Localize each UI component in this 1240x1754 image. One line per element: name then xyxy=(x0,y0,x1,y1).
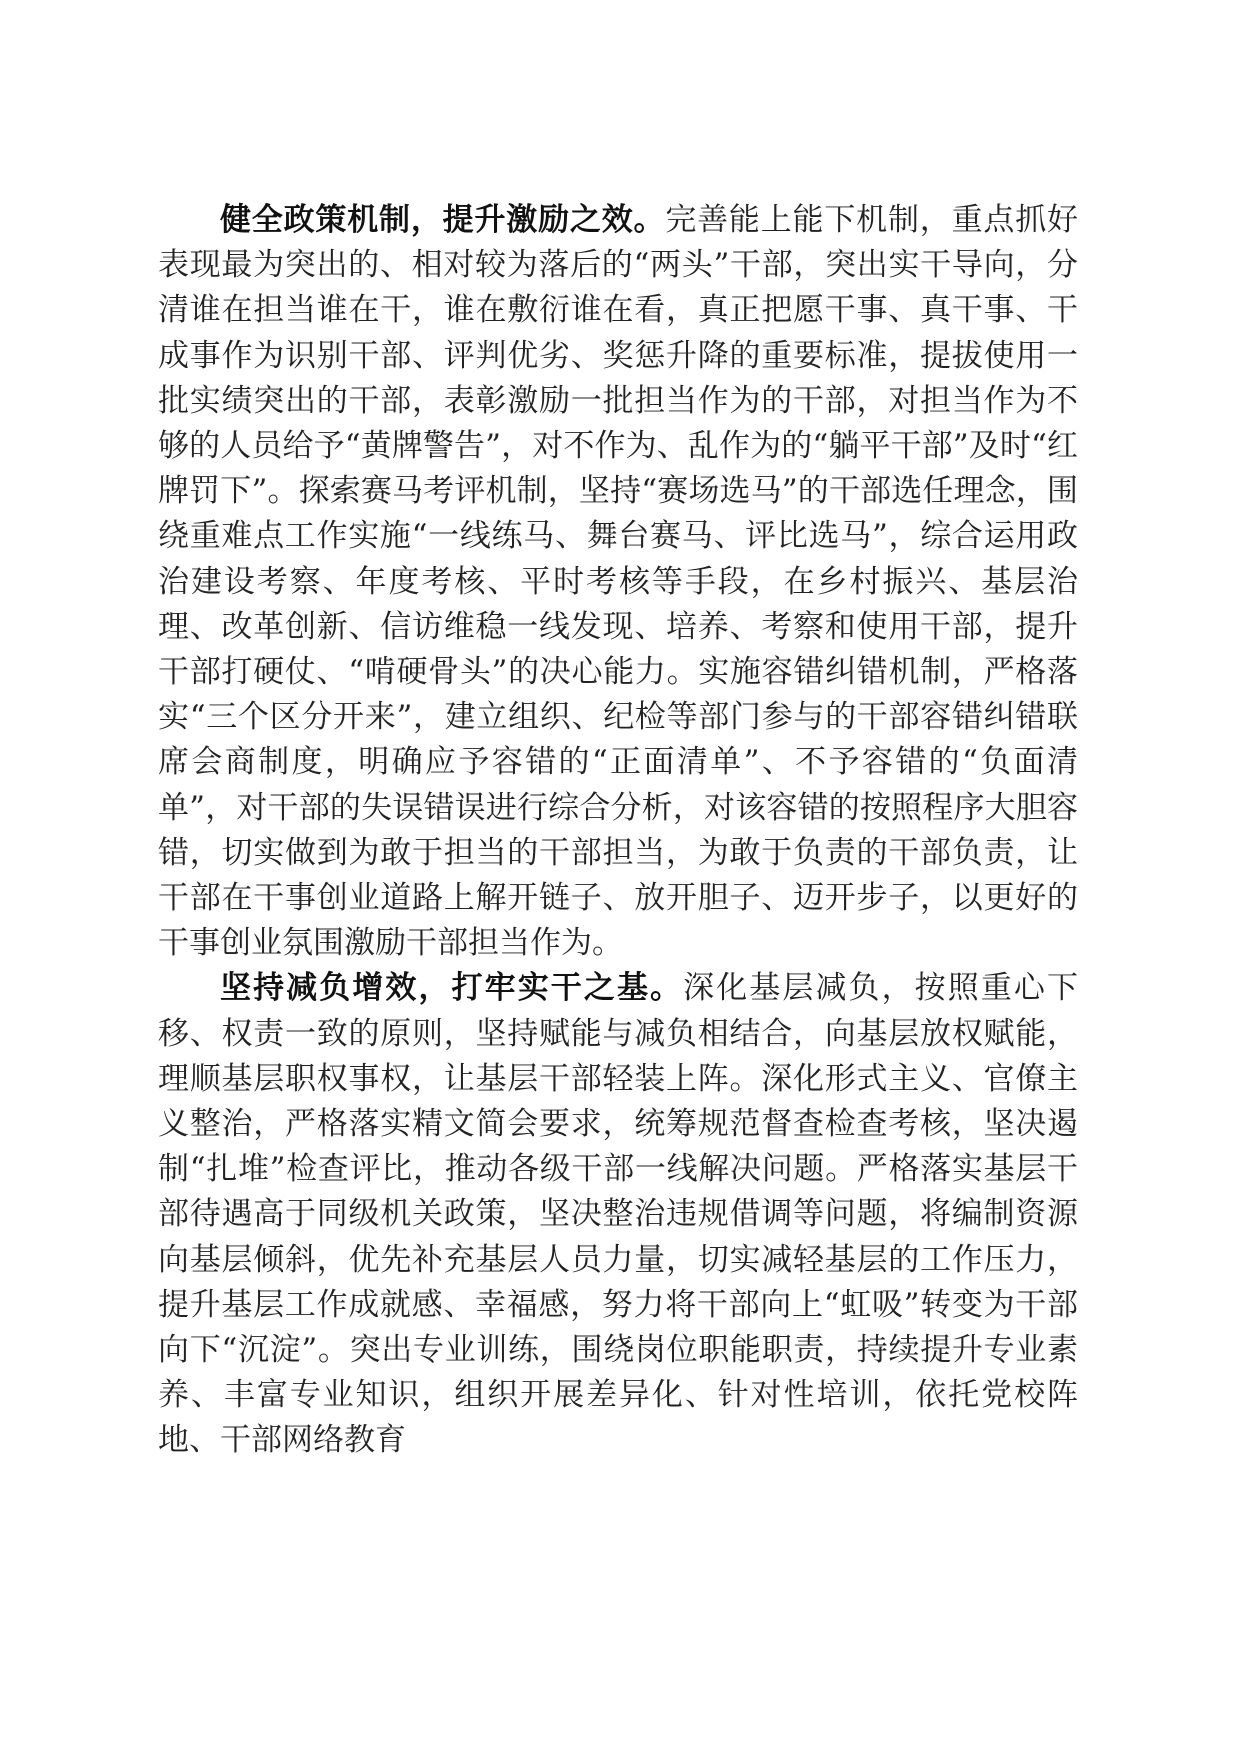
paragraph-burden-reduction xyxy=(158,966,1078,1463)
paragraph-heading: 健全政策机制，提升激励之效。 xyxy=(220,202,666,238)
paragraph-body: 深化基层减负，按照重心下移、权责一致的原则，坚持赋能与减负相结合，向基层放权赋能，理顺基层职权事权，让基层干部轻装上阵。深化形式主义、官僚主义整治，严格落实精文简会要求，统筹规范督查检查考核，坚决遏制“扎堆”检查评比，推动各级干部一线解决问题。严格落实基层干部待遇高于同级机关政策，坚决整治违规借调等问题，将编制资源向基层倾斜，优先补充基层人员力量，切实减轻基层的工作压力，提升基层工作成就感、幸福感，努力将干部向上“虹吸”转变为干部向下“沉淀”。突出专业训练，围绕岗位职能职责，持续提升专业素养、丰富专业知识，组织开展差异化、针对性培训，依托党校阵地、干部网络教育 xyxy=(158,970,1079,1459)
paragraph-incentive-mechanism xyxy=(158,198,1078,966)
paragraph-heading: 坚持减负增效，打牢实干之基。 xyxy=(220,970,684,1007)
paragraph-body: 完善能上能下机制，重点抓好表现最为突出的、相对较为落后的“两头”干部，突出实干导向，分清谁在担当谁在干，谁在敷衍谁在看，真正把愿干事、真干事、干成事作为识别干部、评判优劣、奖惩升降的重要标准，提拔使用一批实绩突出的干部，表彰激励一批担当作为的干部，对担当作为不够的人员给予“黄牌警告”，对不作为、乱作为的“躺平干部”及时“红牌罚下”。探索赛马考评机制，坚持“赛场选马”的干部选任理念，围绕重难点工作实施“一线练马、舞台赛马、评比选马”，综合运用政治建设考察、年度考核、平时考核等手段，在乡村振兴、基层治理、改革创新、信访维稳一线发现、培养、考察和使用干部，提升干部打硬仗、“啃硬骨头”的决心能力。实施容错纠错机制，严格落实“三个区分开来”，建立组织、纪检等部门参与的干部容错纠错联席会商制度，明确应予容错的“正面清单”、不予容错的“负面清单”，对干部的失误错误进行综合分析，对该容错的按照程序大胆容错，切实做到为敢于担当的干部担当，为敢于负责的干部负责，让干部在干事创业道路上解开链子、放开胆子、迈开步子，以更好的干事创业氛围激励干部担当作为。 xyxy=(158,202,1079,962)
document-page xyxy=(158,198,1078,1464)
